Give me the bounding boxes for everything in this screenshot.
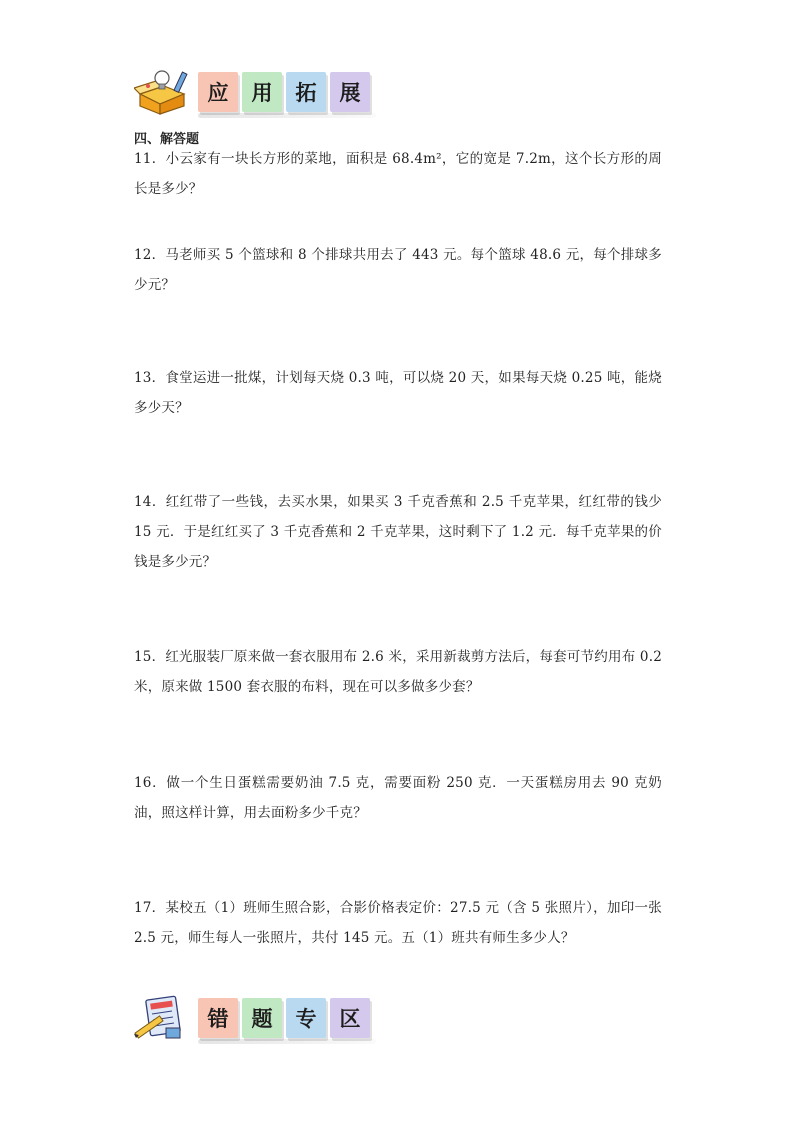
banner-tiles (198, 72, 370, 112)
question-17: 17．某校五（1）班师生照合影，合影价格表定价：27.5 元（含 5 张照片），加印一张 2.5 元，师生每人一张照片，共付 145 元。五（1）班共有师生多少人？ (134, 900, 662, 946)
question-15: 15．红光服装厂原来做一套衣服用布 2.6 米，采用新裁剪方法后，每套可节约用布 0.2 米，原来做 1500 套衣服的布料，现在可以多做多少套？ (134, 649, 662, 695)
banner-tile: 错 (198, 998, 238, 1038)
banner-tile: 展 (330, 72, 370, 112)
banner-tile: 用 (242, 72, 282, 112)
question-12: 12．马老师买 5 个篮球和 8 个排球共用去了 443 元。每个篮球 48.6 元，每个排球多少元？ (134, 247, 662, 293)
notebook-pencil-icon (134, 994, 192, 1042)
banner-mistakes (134, 994, 370, 1042)
banner-apply-extend (134, 68, 370, 116)
question-14: 14．红红带了一些钱，去买水果，如果买 3 千克香蕉和 2.5 千克苹果，红红带的钱少 15 元．于是红红买了 3 千克香蕉和 2 千克苹果，这时剩下了 1.2 元．每千克苹果的价钱是多少元？ (134, 494, 662, 570)
banner-tiles (198, 998, 370, 1038)
question-13: 13．食堂运进一批煤，计划每天烧 0.3 吨，可以烧 20 天，如果每天烧 0.25 吨，能烧多少天？ (134, 370, 662, 416)
question-11: 11．小云家有一块长方形的菜地，面积是 68.4m²，它的宽是 7.2m，这个长方形的周长是多少？ (134, 151, 662, 197)
section-title: 四、解答题 (134, 132, 200, 147)
banner-tile: 题 (242, 998, 282, 1038)
question-16: 16．做一个生日蛋糕需要奶油 7.5 克，需要面粉 250 克．一天蛋糕房用去 90 克奶油，照这样计算，用去面粉多少千克？ (134, 775, 662, 821)
banner-tile: 应 (198, 72, 238, 112)
banner-shadow (198, 1039, 376, 1044)
banner-tile: 专 (286, 998, 326, 1038)
banner-tile: 拓 (286, 72, 326, 112)
banner-tile: 区 (330, 998, 370, 1038)
banner-shadow (198, 113, 376, 118)
idea-box-icon (134, 68, 192, 116)
